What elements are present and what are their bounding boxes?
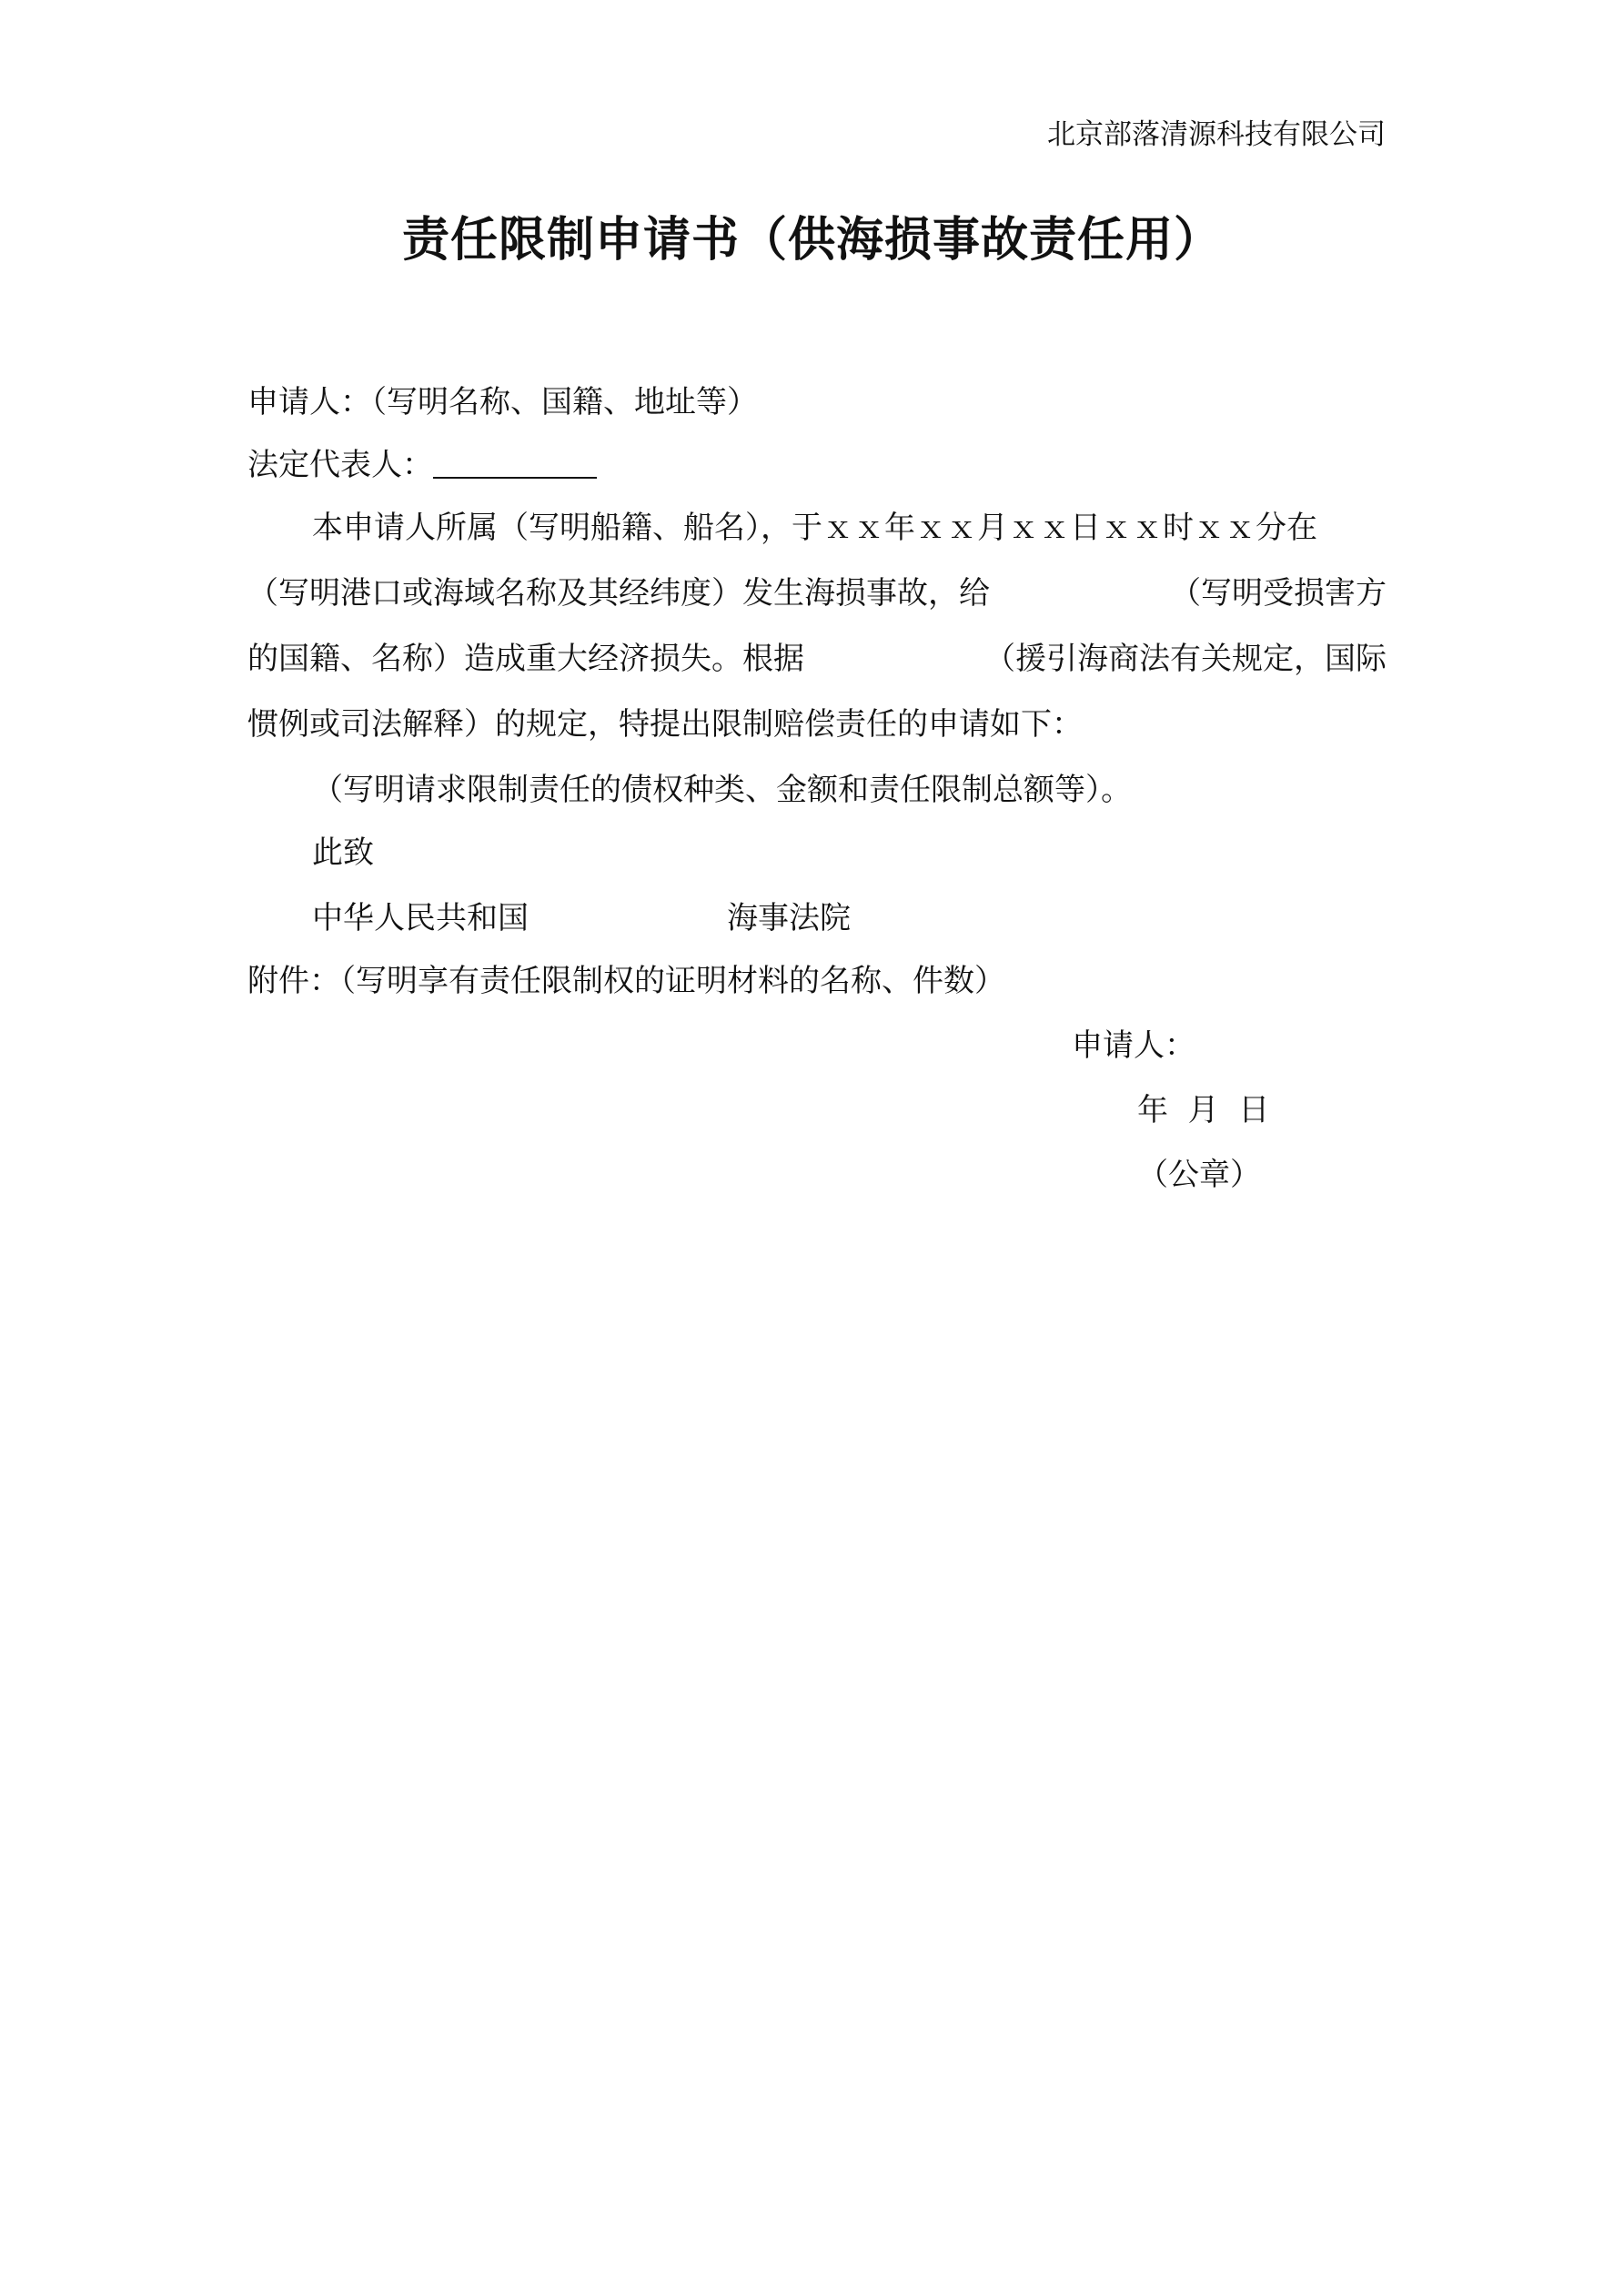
document-title: 责任限制申请书（供海损事故责任用） [401,213,1222,268]
court-line [312,895,851,941]
salutation: 此致 [312,834,374,871]
court-prefix: 中华人民共和国 [312,900,529,936]
attachment-line: 附件：（写明享有责任限制权的证明材料的名称、件数） [247,963,1005,999]
body-line-3-right: （援引海商法有关规定，国际 [984,641,1387,677]
request-line: （写明请求限制责任的债权种类、金额和责任限制总额等）。 [312,772,1132,808]
court-suffix: 海事法院 [727,900,851,936]
body-line-1: 本申请人所属（写明船籍、船名），于ｘｘ年ｘｘ月ｘｘ日ｘｘ时ｘｘ分在 [312,510,1317,546]
signature-date: 年 月 日 [1137,1092,1270,1128]
legal-representative-label: 法定代表人： [247,447,433,483]
body-line-3-left: 的国籍、名称）造成重大经济损失。根据 [247,641,804,677]
signature-applicant: 申请人： [1072,1027,1195,1064]
body-line-3 [247,636,1387,682]
legal-representative-line [247,442,597,488]
body-line-2 [247,571,1387,616]
company-name: 北京部落清源科技有限公司 [1047,118,1386,151]
body-line-2-left: （写明港口或海域名称及其经纬度）发生海损事故，给 [247,575,990,612]
body-line-2-right: （写明受损害方 [1170,575,1387,612]
signature-seal: （公章） [1137,1157,1261,1193]
legal-representative-blank [433,444,597,479]
body-line-4: 惯例或司法解释）的规定，特提出限制赔偿责任的申请如下： [247,706,1083,743]
applicant-line: 申请人：（写明名称、国籍、地址等） [247,384,758,420]
